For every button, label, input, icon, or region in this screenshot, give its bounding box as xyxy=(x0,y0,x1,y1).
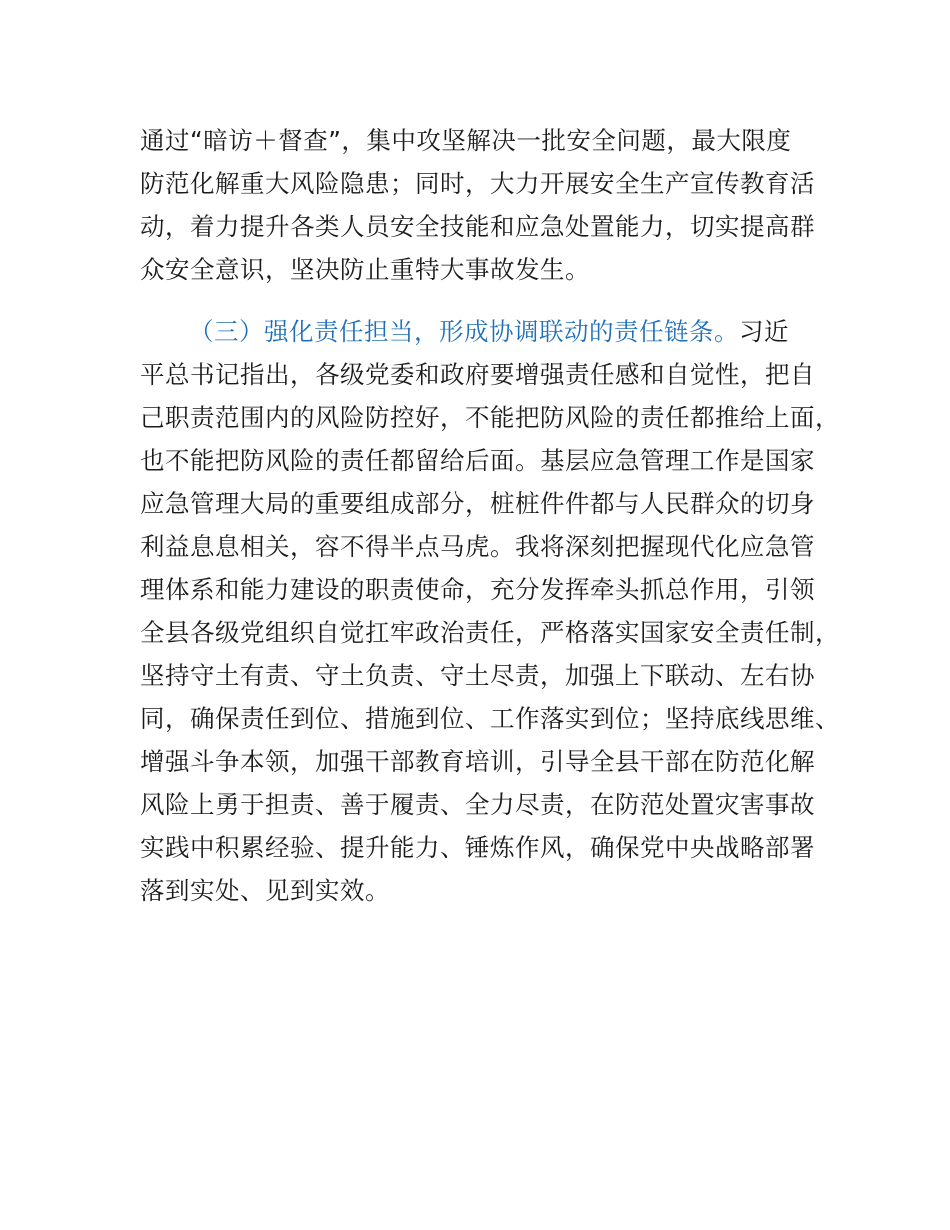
paragraph2-line-7: 全县各级党组织自觉扛牢政治责任，严格落实国家安全责任制， xyxy=(140,618,840,647)
paragraph2-line-11: 风险上勇于担责、善于履责、全力尽责，在防范处置灾害事故 xyxy=(140,790,815,819)
paragraph2-first-line-rest: 习近 xyxy=(739,317,789,346)
paragraph1-line-4: 众安全意识，坚决防止重特大事故发生。 xyxy=(140,255,590,284)
paragraph1-line-3: 动，着力提升各类人员安全技能和应急处置能力，切实提高群 xyxy=(140,212,815,241)
paragraph2-line-5: 利益息息相关，容不得半点马虎。我将深刻把握现代化应急管 xyxy=(140,532,815,561)
section-heading: （三）强化责任担当，形成协调联动的责任链条。 xyxy=(189,317,739,346)
paragraph2-line-10: 增强斗争本领，加强干部教育培训，引导全县干部在防范化解 xyxy=(140,747,815,776)
paragraph2-line-2: 己职责范围内的风险防控好，不能把防风险的责任都推给上面， xyxy=(140,403,840,432)
paragraph2-first-line xyxy=(189,310,789,353)
paragraph1-line-2: 防范化解重大风险隐患；同时，大力开展安全生产宣传教育活 xyxy=(140,169,815,198)
paragraph1-line-1: 通过“暗访＋督查”，集中攻坚解决一批安全问题，最大限度 xyxy=(140,126,792,155)
paragraph2-line-6: 理体系和能力建设的职责使命，充分发挥牵头抓总作用，引领 xyxy=(140,575,815,604)
paragraph2-line-13: 落到实处、见到实效。 xyxy=(140,876,390,905)
paragraph2-line-4: 应急管理大局的重要组成部分，桩桩件件都与人民群众的切身 xyxy=(140,489,815,518)
paragraph2-line-8: 坚持守土有责、守土负责、守土尽责，加强上下联动、左右协 xyxy=(140,661,815,690)
paragraph2-line-9: 同，确保责任到位、措施到位、工作落实到位；坚持底线思维、 xyxy=(140,704,840,733)
paragraph2-line-3: 也不能把防风险的责任都留给后面。基层应急管理工作是国家 xyxy=(140,446,815,475)
paragraph2-line-12: 实践中积累经验、提升能力、锤炼作风，确保党中央战略部署 xyxy=(140,833,815,862)
paragraph2-line-1: 平总书记指出，各级党委和政府要增强责任感和自觉性，把自 xyxy=(140,360,815,389)
